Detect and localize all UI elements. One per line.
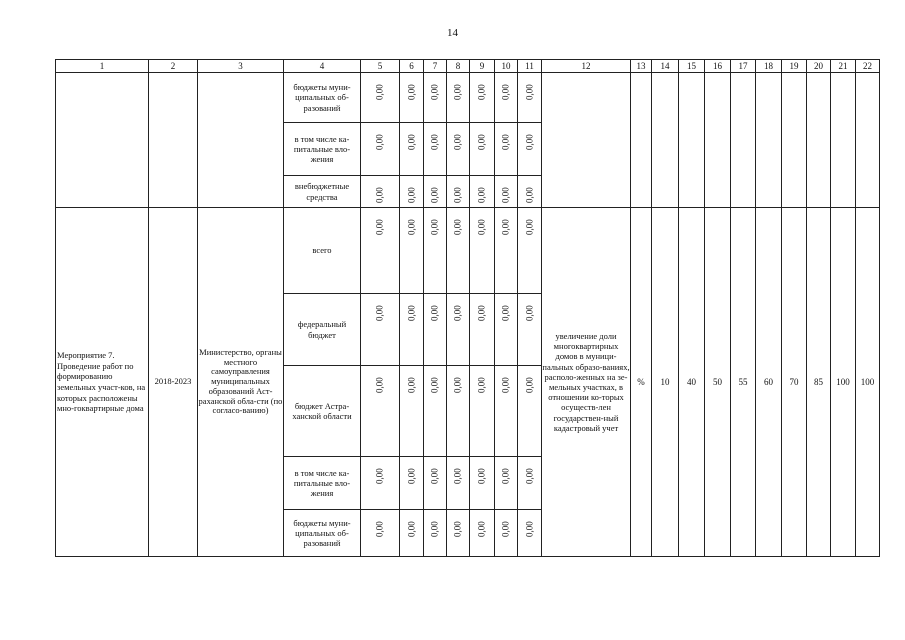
value-cell <box>400 366 424 457</box>
target-value: 55 <box>731 208 756 557</box>
funding-source: бюджет Астра-ханской области <box>284 366 361 457</box>
continuation-measure-cell <box>56 73 149 208</box>
continuation-indicator-cell <box>542 73 631 208</box>
value-text: 0,00 <box>452 84 463 101</box>
value-cell <box>424 73 447 123</box>
value-cell <box>495 294 518 366</box>
value-cell <box>518 208 542 294</box>
value-text: 0,00 <box>500 521 511 538</box>
value-text: 0,00 <box>524 377 535 394</box>
value-text: 0,00 <box>429 134 440 151</box>
value-cell <box>447 510 470 557</box>
value-text: 0,00 <box>406 305 417 322</box>
value-text: 0,00 <box>374 468 385 485</box>
funding-source: в том числе ка-питальные вло-жения <box>284 457 361 510</box>
value-text: 0,00 <box>500 84 511 101</box>
value-text: 0,00 <box>476 305 487 322</box>
value-text: 0,00 <box>524 468 535 485</box>
value-text: 0,00 <box>500 187 511 204</box>
continuation-target-cell <box>631 73 652 208</box>
column-number: 7 <box>424 60 447 73</box>
column-number: 19 <box>782 60 807 73</box>
value-text: 0,00 <box>429 84 440 101</box>
value-text: 0,00 <box>374 377 385 394</box>
target-value: 50 <box>705 208 731 557</box>
value-text: 0,00 <box>406 187 417 204</box>
funding-source: в том числе ка-питальные вло-жения <box>284 123 361 176</box>
measure-unit: % <box>631 208 652 557</box>
value-cell <box>361 123 400 176</box>
column-number: 17 <box>731 60 756 73</box>
value-cell <box>495 457 518 510</box>
value-text: 0,00 <box>476 521 487 538</box>
value-text: 0,00 <box>374 187 385 204</box>
value-cell <box>424 457 447 510</box>
column-number: 18 <box>756 60 782 73</box>
target-value: 100 <box>831 208 856 557</box>
value-cell <box>361 457 400 510</box>
value-cell <box>518 510 542 557</box>
value-cell <box>400 123 424 176</box>
value-text: 0,00 <box>406 377 417 394</box>
funding-source: внебюджетные средства <box>284 176 361 208</box>
value-cell <box>424 208 447 294</box>
column-number: 12 <box>542 60 631 73</box>
target-value: 40 <box>679 208 705 557</box>
value-text: 0,00 <box>374 305 385 322</box>
continuation-period-cell <box>149 73 198 208</box>
value-text: 0,00 <box>406 468 417 485</box>
value-text: 0,00 <box>406 134 417 151</box>
value-text: 0,00 <box>500 134 511 151</box>
value-cell <box>447 366 470 457</box>
value-text: 0,00 <box>452 305 463 322</box>
value-cell <box>400 73 424 123</box>
target-value: 100 <box>856 208 880 557</box>
value-text: 0,00 <box>429 219 440 236</box>
value-cell <box>470 208 495 294</box>
value-text: 0,00 <box>476 134 487 151</box>
funding-source: бюджеты муни-ципальных об-разований <box>284 73 361 123</box>
value-text: 0,00 <box>524 305 535 322</box>
value-cell <box>424 510 447 557</box>
column-number: 13 <box>631 60 652 73</box>
value-text: 0,00 <box>500 305 511 322</box>
value-text: 0,00 <box>476 187 487 204</box>
value-text: 0,00 <box>524 187 535 204</box>
measure-period: 2018-2023 <box>149 208 198 557</box>
value-cell <box>361 294 400 366</box>
target-value: 70 <box>782 208 807 557</box>
value-text: 0,00 <box>452 187 463 204</box>
table-row <box>56 208 880 294</box>
value-text: 0,00 <box>374 521 385 538</box>
column-number: 11 <box>518 60 542 73</box>
value-cell <box>424 176 447 208</box>
column-number: 2 <box>149 60 198 73</box>
column-number: 8 <box>447 60 470 73</box>
value-text: 0,00 <box>429 305 440 322</box>
value-cell <box>361 208 400 294</box>
value-text: 0,00 <box>452 377 463 394</box>
measure-executor: Министерство, органы местного самоуправления муниципальных образований Аст-раханской обла-сти (по согласо-ванию) <box>198 208 284 557</box>
column-number: 6 <box>400 60 424 73</box>
value-cell <box>470 176 495 208</box>
value-cell <box>495 176 518 208</box>
value-cell <box>361 366 400 457</box>
value-cell <box>470 510 495 557</box>
value-cell <box>400 294 424 366</box>
value-cell <box>518 457 542 510</box>
value-text: 0,00 <box>429 377 440 394</box>
value-text: 0,00 <box>452 468 463 485</box>
target-value: 85 <box>807 208 831 557</box>
value-cell <box>470 294 495 366</box>
column-number: 21 <box>831 60 856 73</box>
column-number: 16 <box>705 60 731 73</box>
value-cell <box>361 176 400 208</box>
page-number: 14 <box>447 27 458 39</box>
value-text: 0,00 <box>429 468 440 485</box>
column-number: 10 <box>495 60 518 73</box>
value-cell <box>495 208 518 294</box>
column-number: 4 <box>284 60 361 73</box>
column-number: 3 <box>198 60 284 73</box>
value-text: 0,00 <box>452 521 463 538</box>
value-text: 0,00 <box>524 219 535 236</box>
continuation-target-cell <box>856 73 880 208</box>
table-row <box>56 73 880 123</box>
value-cell <box>400 510 424 557</box>
measure-name: Мероприятие 7. Проведение работ по формированию земельных участ-ков, на которых расположены мно-гоквартирные дома <box>56 208 149 557</box>
continuation-target-cell <box>831 73 856 208</box>
continuation-executor-cell <box>198 73 284 208</box>
value-text: 0,00 <box>500 219 511 236</box>
value-text: 0,00 <box>429 521 440 538</box>
value-cell <box>447 208 470 294</box>
value-cell <box>470 73 495 123</box>
value-cell <box>518 123 542 176</box>
value-cell <box>424 294 447 366</box>
value-cell <box>518 176 542 208</box>
funding-source: всего <box>284 208 361 294</box>
funding-source: федеральный бюджет <box>284 294 361 366</box>
continuation-target-cell <box>679 73 705 208</box>
value-cell <box>495 123 518 176</box>
value-cell <box>470 123 495 176</box>
value-text: 0,00 <box>406 521 417 538</box>
value-text: 0,00 <box>524 521 535 538</box>
value-text: 0,00 <box>476 377 487 394</box>
column-number: 5 <box>361 60 400 73</box>
value-cell <box>361 73 400 123</box>
value-cell <box>400 457 424 510</box>
header-row <box>56 60 880 73</box>
value-cell <box>518 294 542 366</box>
value-cell <box>495 73 518 123</box>
column-number: 14 <box>652 60 679 73</box>
value-text: 0,00 <box>452 134 463 151</box>
column-number: 20 <box>807 60 831 73</box>
continuation-target-cell <box>652 73 679 208</box>
value-cell <box>495 366 518 457</box>
column-number: 9 <box>470 60 495 73</box>
value-text: 0,00 <box>374 219 385 236</box>
value-cell <box>400 176 424 208</box>
value-cell <box>361 510 400 557</box>
column-number: 1 <box>56 60 149 73</box>
value-text: 0,00 <box>406 219 417 236</box>
column-number: 22 <box>856 60 880 73</box>
value-cell <box>424 366 447 457</box>
value-cell <box>424 123 447 176</box>
value-text: 0,00 <box>500 468 511 485</box>
value-cell <box>518 73 542 123</box>
value-text: 0,00 <box>476 468 487 485</box>
program-table <box>55 59 880 557</box>
value-text: 0,00 <box>524 134 535 151</box>
target-value: 10 <box>652 208 679 557</box>
value-cell <box>447 457 470 510</box>
value-cell <box>447 123 470 176</box>
measure-indicator: увеличение доли многоквартирных домов в муници-пальных образо-ваниях, располо-женных на зе-мельных участках, в отношении ко-торых осуществ-лен государствен-ный кадастровый учет <box>542 208 631 557</box>
value-cell <box>447 176 470 208</box>
value-text: 0,00 <box>452 219 463 236</box>
value-cell <box>447 294 470 366</box>
value-text: 0,00 <box>374 84 385 101</box>
value-cell <box>518 366 542 457</box>
value-cell <box>447 73 470 123</box>
continuation-target-cell <box>782 73 807 208</box>
value-cell <box>495 510 518 557</box>
value-cell <box>470 457 495 510</box>
funding-source: бюджеты муни-ципальных об-разований <box>284 510 361 557</box>
continuation-target-cell <box>807 73 831 208</box>
target-value: 60 <box>756 208 782 557</box>
column-number: 15 <box>679 60 705 73</box>
value-text: 0,00 <box>524 84 535 101</box>
value-cell <box>470 366 495 457</box>
value-text: 0,00 <box>429 187 440 204</box>
value-cell <box>400 208 424 294</box>
continuation-target-cell <box>731 73 756 208</box>
value-text: 0,00 <box>500 377 511 394</box>
continuation-target-cell <box>705 73 731 208</box>
continuation-target-cell <box>756 73 782 208</box>
value-text: 0,00 <box>476 219 487 236</box>
value-text: 0,00 <box>406 84 417 101</box>
value-text: 0,00 <box>374 134 385 151</box>
value-text: 0,00 <box>476 84 487 101</box>
